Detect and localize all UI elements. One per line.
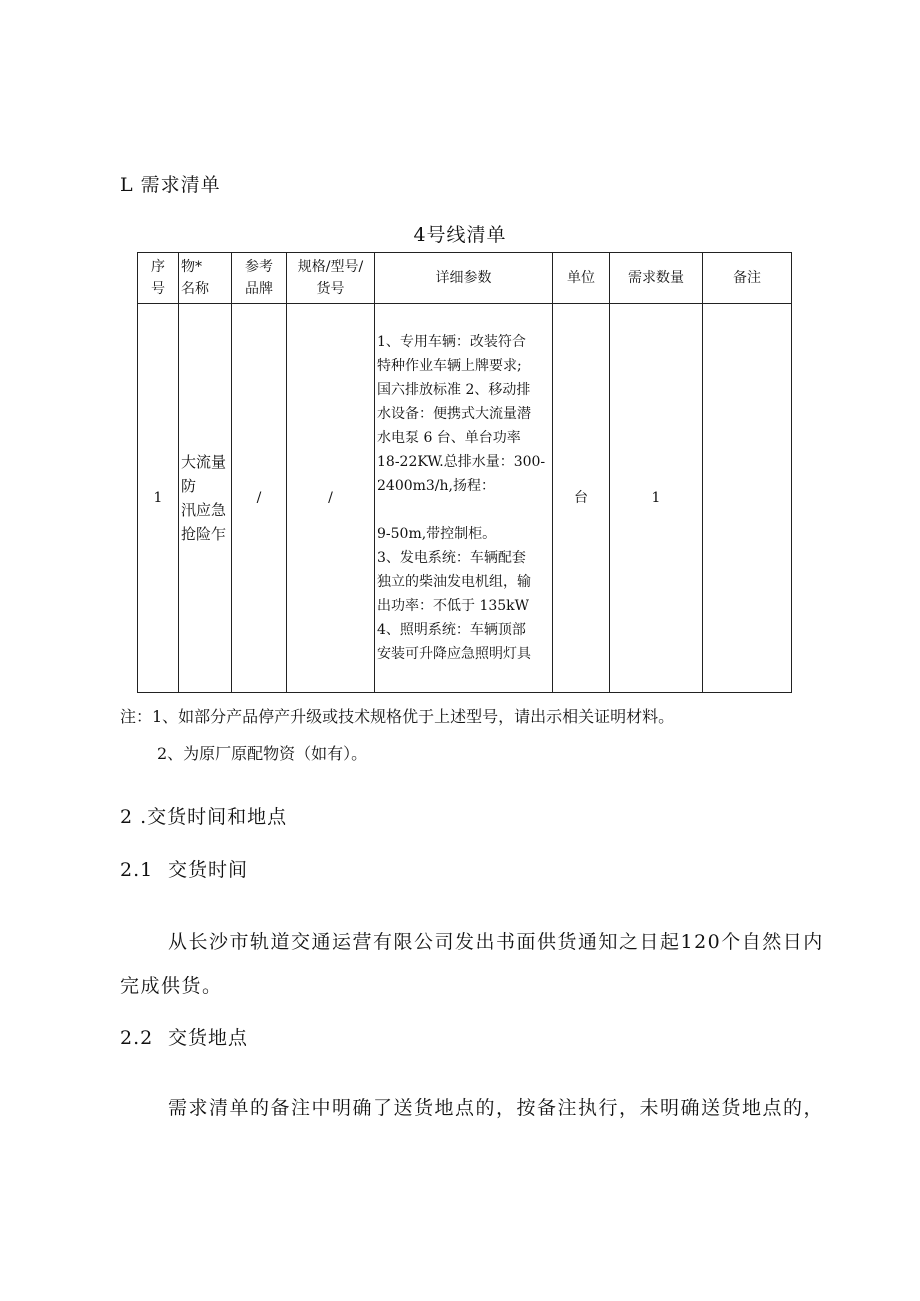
paragraph-delivery-time-line2: 完成供货。 (120, 975, 223, 997)
subsection-number: 2.2 (120, 1027, 154, 1049)
paragraph-delivery-place-line1: 需求清单的备注中明确了送货地点的，按备注执行，未明确送货地点的， (168, 1097, 825, 1119)
cell-remark (703, 304, 792, 693)
header-name: 物* 名称 (179, 253, 232, 304)
note-2: 2、为原厂原配物资（如有）。 (157, 744, 368, 763)
header-detail: 详细参数 (375, 253, 553, 304)
cell-model: / (287, 304, 375, 693)
header-seq: 序 号 (138, 253, 179, 304)
section-heading-demand-list: L 需求清单 (120, 174, 221, 196)
demand-table (137, 252, 792, 693)
header-remark: 备注 (703, 253, 792, 304)
subsection-title: 交货地点 (168, 1027, 249, 1049)
table-caption: 4号线清单 (413, 224, 507, 246)
cell-brand: / (232, 304, 287, 693)
header-qty: 需求数量 (610, 253, 703, 304)
cell-name: 大流量 防 汛应急 抢险乍 (179, 304, 232, 693)
header-model: 规格/型号/ 货号 (287, 253, 375, 304)
cell-detail: 1、专用车辆：改装符合 特种作业车辆上牌要求; 国六排放标准 2、移动排 水设备：便携式大流量潜 水电泵 6 台、单台功率 18-22KW.总排水量：300- 2400m3/h,扬程： 9-50m,带控制柜。 3、发电系统：车辆配套 独立的柴油发电机组，输 出功率：不低于 135kW 4、照明系统：车辆顶部 安装可升降应急照明灯具 (375, 304, 553, 693)
subsection-heading-delivery-time (120, 855, 248, 882)
cell-unit: 台 (553, 304, 610, 693)
subsection-title: 交货时间 (168, 859, 249, 881)
note-1: 注：1、如部分产品停产升级或技术规格优于上述型号，请出示相关证明材料。 (120, 707, 675, 726)
paragraph-delivery-time-line1: 从长沙市轨道交通运营有限公司发出书面供货通知之日起120个自然日内 (168, 931, 824, 953)
cell-seq: 1 (138, 304, 179, 693)
subsection-number: 2.1 (120, 859, 154, 881)
table-header-row (138, 253, 792, 304)
cell-qty: 1 (610, 304, 703, 693)
section-heading-delivery: 2 .交货时间和地点 (120, 806, 288, 828)
header-unit: 单位 (553, 253, 610, 304)
header-brand: 参考 品牌 (232, 253, 287, 304)
subsection-heading-delivery-place (120, 1023, 248, 1050)
table-row (138, 304, 792, 693)
